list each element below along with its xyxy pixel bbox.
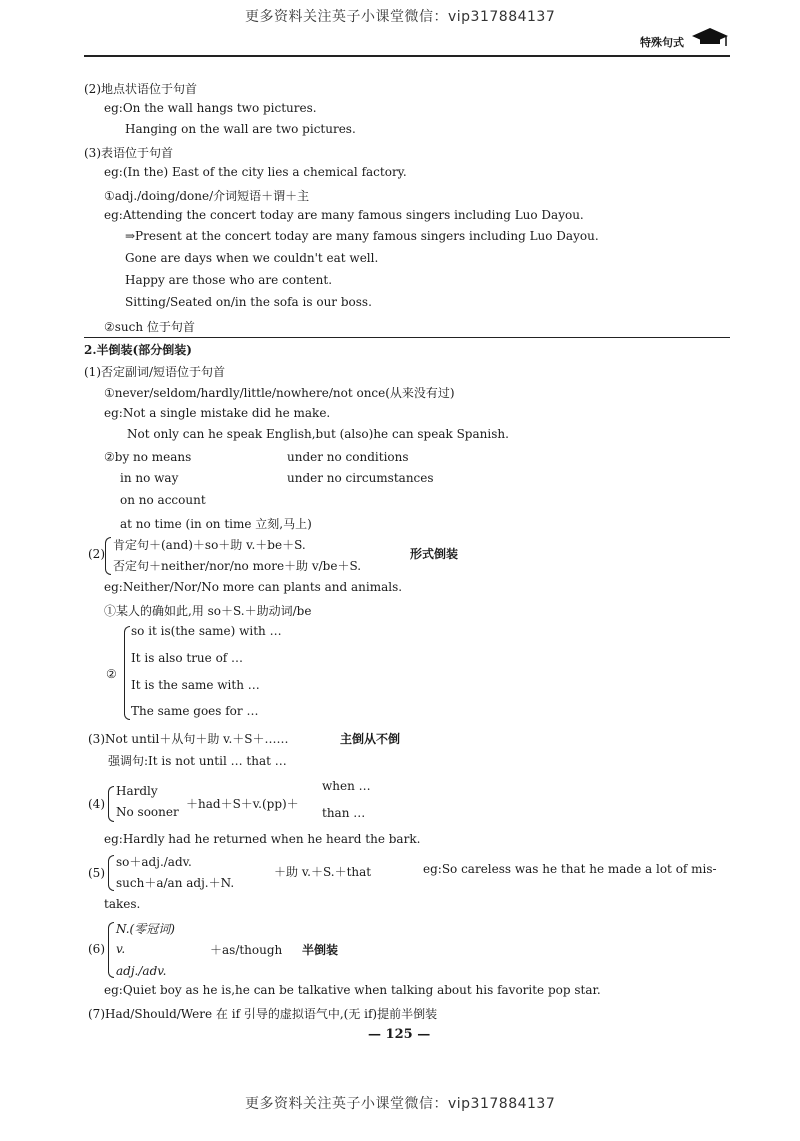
note: 半倒装 <box>302 943 339 957</box>
heading-predicative-front: (3)表语位于句首 <box>84 146 173 160</box>
example: Sitting/Seated on/in the sofa is our boss. <box>125 295 372 309</box>
rule-text: 强调句:It is not until … that … <box>108 754 287 768</box>
item-number: ② <box>106 667 117 681</box>
rule-text: ①never/seldom/hardly/little/nowhere/not once(从来没有过) <box>104 386 455 400</box>
brace <box>105 537 111 575</box>
example: eg:Not a single mistake did he make. <box>104 406 331 420</box>
formula: ＋had＋S＋v.(pp)＋ <box>186 797 299 811</box>
phrase: It is the same with … <box>131 678 260 692</box>
phrase: It is also true of … <box>131 651 244 665</box>
formula: ＋as/though <box>210 943 283 957</box>
phrase: under no circumstances <box>287 471 434 485</box>
header-rule <box>84 55 730 57</box>
heading-not-until: (3)Not until＋从句＋助 v.＋S＋…… <box>88 732 289 746</box>
footer-watermark: 更多资料关注英子小课堂微信：vip317884137 <box>245 1096 556 1112</box>
item-number: (2) <box>88 547 105 561</box>
rule-text: ①adj./doing/done/介词短语＋谓＋主 <box>104 189 310 203</box>
section-rule <box>84 337 730 338</box>
example: takes. <box>104 897 141 911</box>
section-label: 特殊句式 <box>640 36 684 49</box>
item-number: (6) <box>88 942 105 956</box>
heading-negative-front: (1)否定副词/短语位于句首 <box>84 365 226 379</box>
phrase: Hardly <box>116 784 158 798</box>
example: eg:Quiet boy as he is,he can be talkative when talking about his favorite pop star. <box>104 983 601 997</box>
example: eg:On the wall hangs two pictures. <box>104 101 317 115</box>
page-number: — 125 — <box>368 1027 431 1042</box>
heading-subjunctive: (7)Had/Should/Were 在 if 引导的虚拟语气中,(无 if)提前半倒装 <box>88 1007 438 1021</box>
phrase: ②by no means <box>104 450 192 464</box>
phrase: than … <box>322 806 366 820</box>
example: eg:Attending the concert today are many famous singers including Luo Dayou. <box>104 208 584 222</box>
example: ⇒Present at the concert today are many famous singers including Luo Dayou. <box>125 229 599 243</box>
brace <box>124 626 130 720</box>
phrase: on no account <box>120 493 206 507</box>
heading-partial-inversion: 2.半倒装(部分倒装) <box>84 343 192 357</box>
phrase: No sooner <box>116 805 179 819</box>
formula: so＋adj./adv. <box>116 855 192 869</box>
example: eg:So careless was he that he made a lot of mis- <box>423 862 717 876</box>
example: Gone are days when we couldn't eat well. <box>125 251 379 265</box>
example: Not only can he speak English,but (also)he can speak Spanish. <box>127 427 509 441</box>
item-number: (5) <box>88 866 105 880</box>
phrase: N.(零冠词) <box>116 922 175 936</box>
rule-text: ①某人的确如此,用 so＋S.＋助动词/be <box>104 604 312 618</box>
item-number: (4) <box>88 797 105 811</box>
formula: 肯定句＋(and)＋so＋助 v.＋be＋S. <box>113 538 306 552</box>
header-watermark: 更多资料关注英子小课堂微信：vip317884137 <box>245 9 556 25</box>
note: 形式倒装 <box>410 547 459 561</box>
phrase: when … <box>322 779 371 793</box>
example: Happy are those who are content. <box>125 273 333 287</box>
example: eg:Hardly had he returned when he heard the bark. <box>104 832 421 846</box>
example: Hanging on the wall are two pictures. <box>125 122 356 136</box>
brace <box>108 922 114 978</box>
example: eg:(In the) East of the city lies a chemical factory. <box>104 165 407 179</box>
phrase: The same goes for … <box>131 704 259 718</box>
heading-adverbial-front: (2)地点状语位于句首 <box>84 82 197 96</box>
formula: ＋助 v.＋S.＋that <box>274 865 372 879</box>
brace <box>108 855 114 891</box>
phrase: adj./adv. <box>116 964 167 978</box>
phrase: so it is(the same) with … <box>131 624 282 638</box>
graduation-cap-icon <box>690 26 730 48</box>
note: 主倒从不倒 <box>340 732 401 746</box>
formula: such＋a/an adj.＋N. <box>116 876 235 890</box>
phrase: v. <box>116 942 126 956</box>
rule-text: ②such 位于句首 <box>104 320 195 334</box>
phrase: at no time (in on time 立刻,马上) <box>120 517 312 531</box>
brace <box>108 786 114 822</box>
formula: 否定句＋neither/nor/no more＋助 v/be＋S. <box>113 559 362 573</box>
example: eg:Neither/Nor/No more can plants and animals. <box>104 580 403 594</box>
phrase: in no way <box>120 471 179 485</box>
phrase: under no conditions <box>287 450 409 464</box>
